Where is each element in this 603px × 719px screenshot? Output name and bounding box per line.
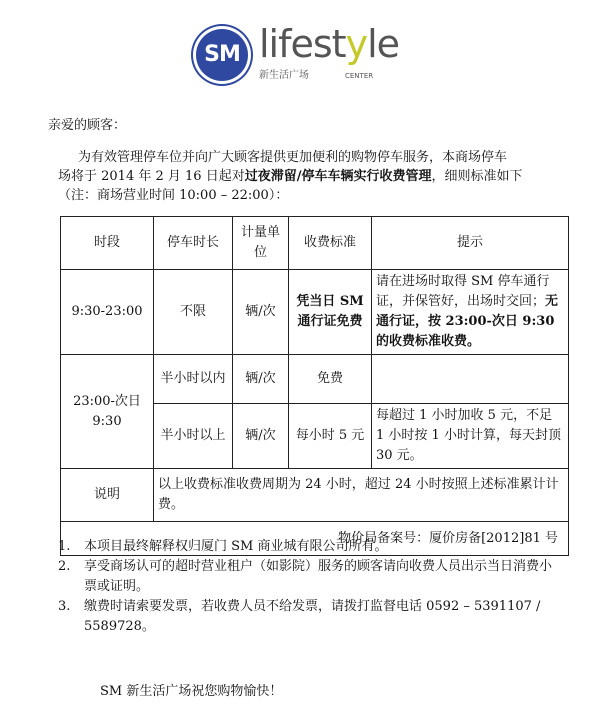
- intro-line-2-bold: 过夜滞留/停车车辆实行收费管理: [244, 169, 432, 184]
- note-text: 本项目最终解释权归厦门 SM 商业城有限公司所有。: [84, 539, 388, 554]
- logo-chinese-name: 新生活广场: [259, 70, 309, 81]
- header-duration: 停车时长: [154, 217, 233, 270]
- price-record-number: 物价局备案号：厦价房备[2012]81 号: [61, 522, 569, 556]
- note-number: 3.: [58, 599, 71, 614]
- table-row: [61, 270, 569, 355]
- row2-fee: 免费: [289, 355, 372, 404]
- note-text: 享受商场认可的超时营业租户（如影院）服务的顾客请向收费人员出示当日消费小票或证明。: [84, 559, 553, 594]
- footnotes-list: [58, 537, 558, 637]
- row1-unit: 辆/次: [233, 270, 289, 355]
- row1-tip: [372, 270, 569, 355]
- logo-word-y: y: [345, 22, 368, 66]
- greeting: 亲爱的顾客：: [48, 118, 127, 133]
- list-item: [58, 537, 558, 557]
- intro-line-3: （注：商场营业时间 10:00 – 22:00）：: [58, 188, 289, 203]
- table-header-row: [61, 217, 569, 270]
- row3-duration: 半小时以上: [154, 404, 233, 469]
- list-item: [58, 597, 558, 637]
- row1-tip-normal: 请在进场时取得 SM 停车通行证，并保管好，出场时交回；: [376, 274, 550, 309]
- logo-word-a: lifest: [259, 22, 346, 66]
- logo-center-text: CENTER: [345, 72, 374, 80]
- note-number: 1.: [58, 539, 71, 554]
- row2-period: 23:00-次日 9:30: [61, 355, 154, 469]
- header-period: 时段: [61, 217, 154, 270]
- row3-tip: 每超过 1 小时加收 5 元，不足 1 小时按 1 小时计算，每天封顶 30 元。: [372, 404, 569, 469]
- logo-word-b: le: [367, 22, 400, 66]
- header-unit: 计量单位: [233, 217, 289, 270]
- intro-paragraph: [58, 148, 528, 205]
- row3-unit: 辆/次: [233, 404, 289, 469]
- table-row: [61, 355, 569, 404]
- row1-period: 9:30-23:00: [61, 270, 154, 355]
- note-text: 以上收费标准收费周期为 24 小时，超过 24 小时按照上述标准累计计费。: [154, 469, 569, 522]
- intro-line-2: [58, 167, 528, 186]
- farewell-message: SM 新生活广场祝您购物愉快！: [100, 684, 283, 699]
- row1-fee: [289, 270, 372, 355]
- row2-tip: [372, 355, 569, 404]
- parking-fee-table: [60, 216, 569, 556]
- table-row: [61, 469, 569, 522]
- intro-line-1: 为有效管理停车位并向广大顾客提供更加便利的购物停车服务，本商场停车: [78, 150, 508, 165]
- header-tip: 提示: [372, 217, 569, 270]
- list-item: [58, 557, 558, 597]
- row2-duration: 半小时以内: [154, 355, 233, 404]
- header-fee: 收费标准: [289, 217, 372, 270]
- row1-duration: 不限: [154, 270, 233, 355]
- note-label: 说明: [61, 469, 154, 522]
- intro-line-2-post: ，细则标准如下: [431, 169, 523, 184]
- logo-wordmark: [259, 22, 399, 66]
- intro-line-2-pre: 场将于 2014 年 2 月 16 日起对: [58, 169, 245, 184]
- row1-tip-bold: 无通行证，按 23:00-次日 9:30 的收费标准收费。: [376, 294, 559, 349]
- note-text: 缴费时请索要发票，若收费人员不给发票，请拨打监督电话 0592 – 5391107 / 5589728。: [84, 599, 541, 634]
- row2-unit: 辆/次: [233, 355, 289, 404]
- row3-fee: 每小时 5 元: [289, 404, 372, 469]
- row1-fee-text: 凭当日 SM 通行证免费: [296, 294, 364, 329]
- sm-lifestyle-logo: [193, 22, 400, 88]
- note-number: 2.: [58, 559, 71, 574]
- sm-badge: SM: [193, 26, 251, 84]
